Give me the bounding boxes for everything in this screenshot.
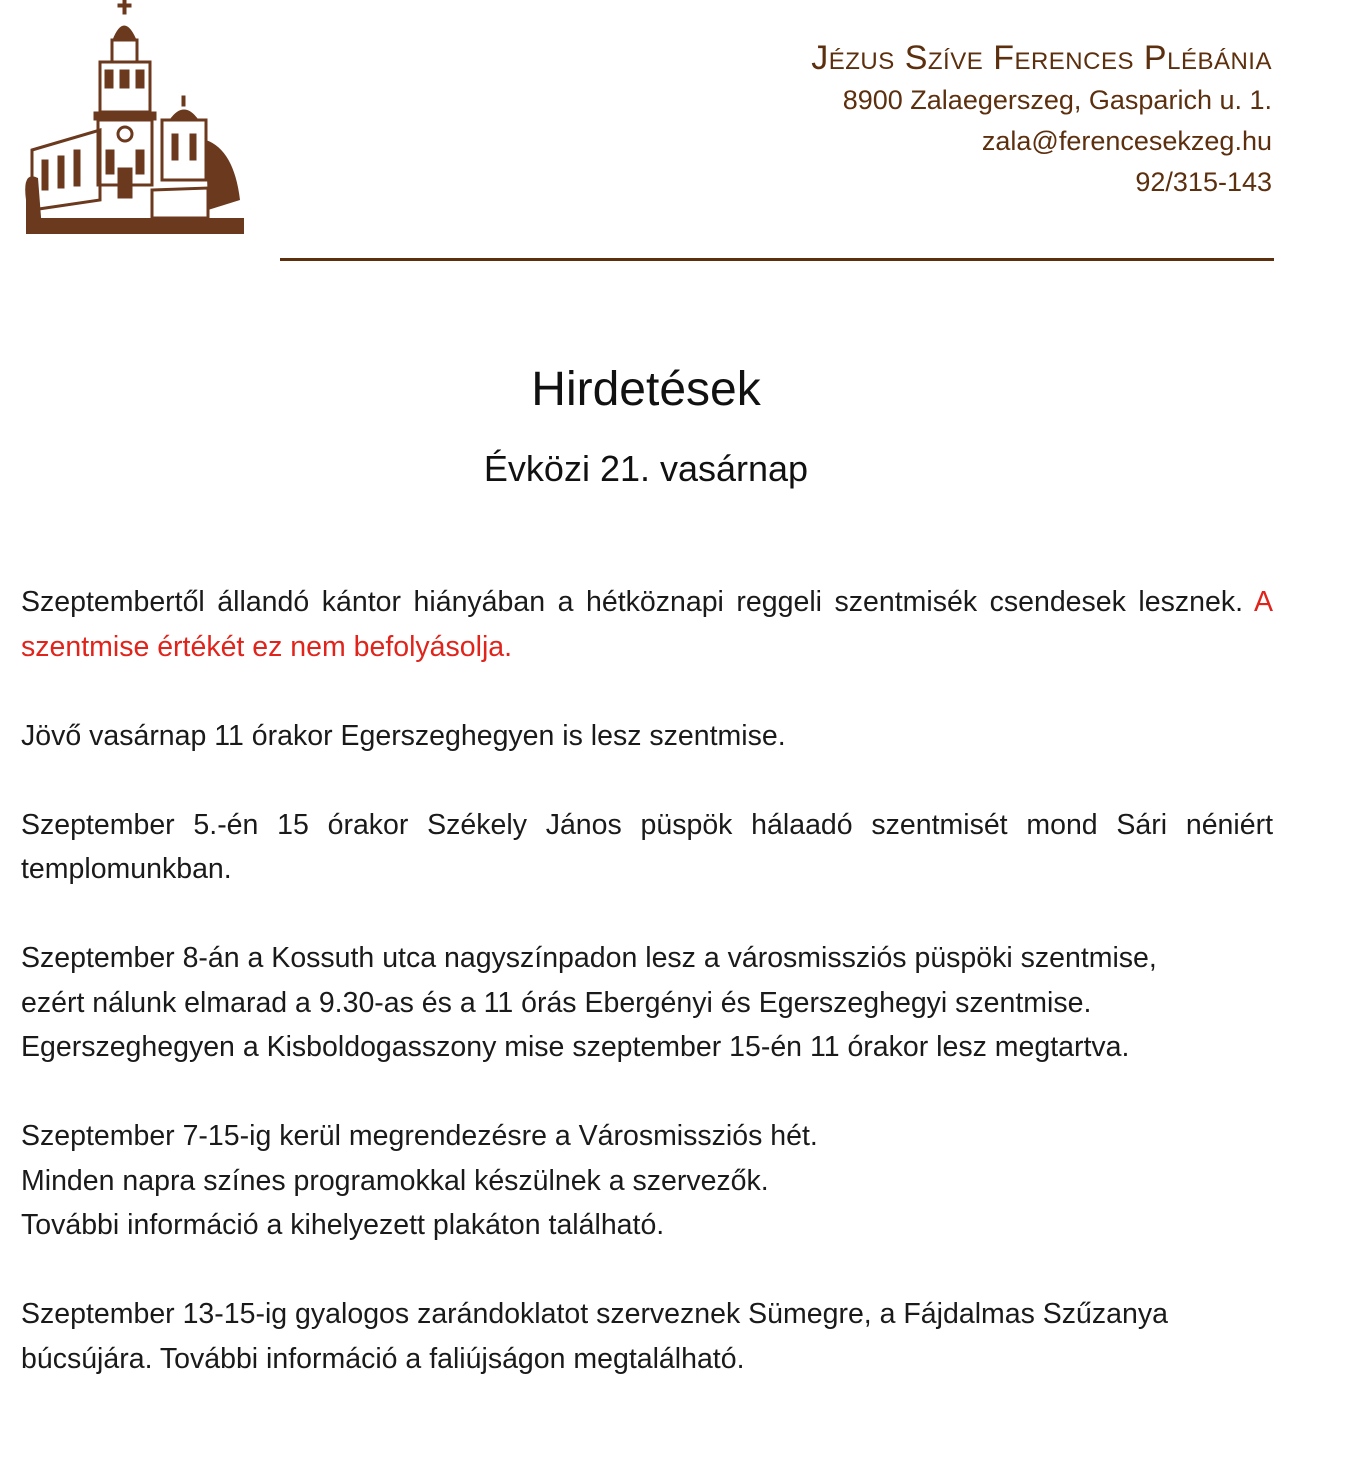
page-title: Hirdetések bbox=[531, 363, 761, 416]
parish-address: 8900 Zalaegerszeg, Gasparich u. 1. bbox=[842, 85, 1272, 115]
announcement-5-line: Szeptember 7-15-ig kerül megrendezésre a Városmissziós hét. bbox=[21, 1120, 818, 1152]
announcement-1 bbox=[21, 580, 1273, 669]
parish-email: zala@ferencesekzeg.hu bbox=[981, 126, 1272, 156]
announcement-5 bbox=[21, 1114, 1273, 1248]
parish-name: Jézus Szíve Ferences Plébánia bbox=[811, 39, 1272, 77]
announcement-1-highlight: A szentmise értékét ez nem befolyásolja. bbox=[21, 586, 1273, 663]
page-subtitle: Évközi 21. vasárnap bbox=[483, 448, 809, 489]
parish-phone: 92/315-143 bbox=[1135, 167, 1272, 197]
announcement-1-text: Szeptembertől állandó kántor hiányában a hétköznapi reggeli szentmisék csendesek lesznek. bbox=[21, 586, 1243, 618]
header-divider bbox=[280, 258, 1274, 261]
announcement-4 bbox=[21, 936, 1273, 1070]
announcement-2: Jövő vasárnap 11 órakor Egerszeghegyen is lesz szentmise. bbox=[21, 719, 786, 752]
announcement-4-line: Szeptember 8-án a Kossuth utca nagyszínpadon lesz a városmissziós püspöki szentmise, bbox=[21, 942, 1157, 974]
parish-header bbox=[811, 36, 1272, 203]
announcement-4-line: Egerszeghegyen a Kisboldogasszony mise szeptember 15-én 11 órakor lesz megtartva. bbox=[21, 1031, 1130, 1063]
announcement-5-line: További információ a kihelyezett plakáton található. bbox=[21, 1209, 665, 1241]
announcement-5-line: Minden napra színes programokkal készülnek a szervezők. bbox=[21, 1164, 769, 1197]
church-logo bbox=[12, 0, 244, 240]
announcement-6: Szeptember 13-15-ig gyalogos zarándoklatot szerveznek Sümegre, a Fájdalmas Szűzanya búcsújára. További információ a faliújságon megtalálható. bbox=[21, 1298, 1168, 1375]
announcements bbox=[21, 580, 1273, 1426]
announcement-4-line: ezért nálunk elmarad a 9.30-as és a 11 órás Ebergényi és Egerszeghegyi szentmise. bbox=[21, 986, 1092, 1019]
announcement-3: Szeptember 5.-én 15 órakor Székely János püspök hálaadó szentmisét mond Sári néniért templomunkban. bbox=[21, 808, 1273, 885]
